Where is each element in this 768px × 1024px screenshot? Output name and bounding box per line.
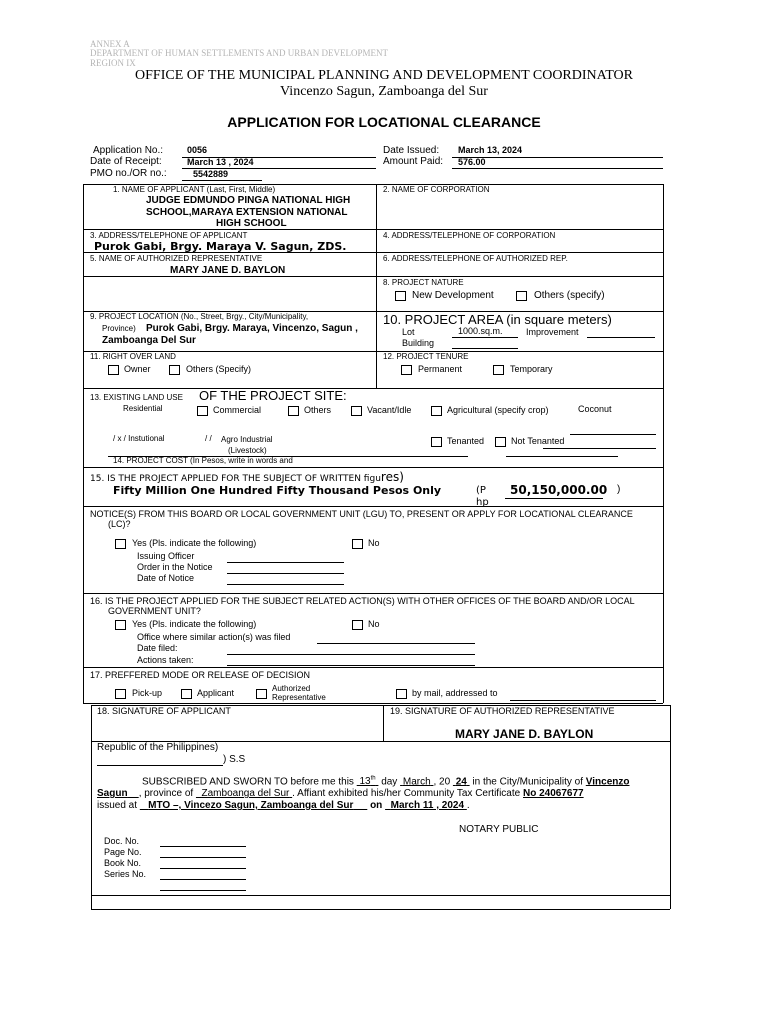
nature-others-checkbox[interactable]	[516, 291, 527, 301]
commercial-checkbox[interactable]	[197, 406, 208, 416]
residential-label: Residential	[123, 404, 163, 413]
temporary-label: Temporary	[510, 364, 553, 374]
notary-text-3b: on	[370, 800, 383, 811]
application-no-value: 0056	[187, 145, 208, 155]
pickup-checkbox[interactable]	[115, 689, 126, 699]
region-label: REGION IX	[90, 58, 136, 68]
notary-line-1	[142, 776, 630, 787]
amount-paid-label: Amount Paid:	[383, 156, 444, 167]
authorized-rep-checkbox[interactable]	[256, 689, 267, 699]
peso-open: (P	[476, 485, 486, 496]
notice-no-checkbox[interactable]	[352, 539, 363, 549]
project-location-label: 9. PROJECT LOCATION (No., Street, Brgy., City/Municipality,	[90, 312, 309, 321]
representative-label: Representative	[272, 693, 326, 702]
page-no-label: Page No.	[104, 847, 142, 857]
project-location-value-1: Purok Gabi, Brgy. Maraya, Vincenzo, Sagun ,	[146, 323, 358, 334]
applicant-name-line3: HIGH SCHOOL	[216, 218, 287, 229]
notary-text-1b: day	[381, 776, 398, 788]
ctc-number: No 24067677	[523, 788, 584, 799]
institutional-label: / x / Instutional	[113, 434, 165, 443]
building-label: Building	[402, 338, 435, 348]
owner-label: Owner	[124, 364, 151, 374]
project-tenure-label: 12. PROJECT TENURE	[383, 352, 469, 361]
representative-name-label: 5. NAME OF AUTHORIZED REPRESENTATIVE	[90, 254, 263, 263]
notary-text-1d: in the City/Municipality of	[472, 776, 583, 788]
sworn-month: March	[402, 776, 431, 788]
amount-paid-value: 576.00	[458, 157, 486, 167]
related-yes-checkbox[interactable]	[115, 620, 126, 630]
notary-text-2a: , province of	[138, 788, 194, 799]
not-tenanted-label: Not Tenanted	[511, 436, 565, 446]
project-nature-label: 8. PROJECT NATURE	[383, 278, 464, 287]
new-development-checkbox[interactable]	[395, 291, 406, 301]
date-issued-value: March 13, 2024	[458, 145, 523, 155]
notary-text-3a: issued at	[97, 800, 138, 811]
notary-text-1c: , 20	[433, 776, 451, 788]
issuing-officer-label: Issuing Officer	[137, 551, 195, 561]
form-title: APPLICATION FOR LOCATIONAL CLEARANCE	[227, 114, 541, 130]
improvement-label: Improvement	[526, 327, 579, 337]
related-action-label-2: GOVERNMENT UNIT?	[108, 606, 201, 616]
notary-line-2	[97, 788, 584, 799]
tenanted-label: Tenanted	[447, 436, 485, 446]
applicant-address-value: Purok Gabi, Brgy. Maraya V. Sagun, ZDS.	[94, 240, 347, 253]
project-location-label-2: Province)	[102, 324, 136, 333]
receipt-label: Date of Receipt:	[90, 156, 162, 167]
applicant-pickup-label: Applicant	[197, 688, 235, 698]
pmo-label: PMO no./OR no.:	[90, 168, 167, 179]
permanent-checkbox[interactable]	[401, 365, 412, 375]
by-mail-checkbox[interactable]	[396, 689, 407, 699]
agro-industrial-label: Agro Industrial	[221, 435, 273, 444]
representative-signature-label: 19. SIGNATURE OF AUTHORIZED REPRESENTATIVE	[390, 706, 615, 716]
tenanted-checkbox[interactable]	[431, 437, 442, 447]
land-others-checkbox[interactable]	[169, 365, 180, 375]
department-label: DEPARTMENT OF HUMAN SETTLEMENTS AND URBAN DEVELOPMENT	[90, 48, 388, 58]
representative-address-label: 6. ADDRESS/TELEPHONE OF AUTHORIZED REP.	[383, 254, 568, 263]
written-figures-label-a: 15. IS THE PROJECT APPLIED FOR THE SUBJECT OF WRITTEN figu	[90, 474, 381, 484]
landuse-others-label: Others	[304, 405, 332, 415]
applicant-address-label: 3. ADDRESS/TELEPHONE OF APPLICANT	[90, 231, 248, 240]
notary-text-1a: SUBSCRIBED AND SWORN TO before me this	[142, 776, 354, 788]
by-mail-label: by mail, addressed to	[412, 688, 498, 698]
date-filed-label: Date filed:	[137, 643, 178, 653]
livestock-label: (Livestock)	[228, 446, 267, 455]
date-issued-label: Date Issued:	[383, 145, 440, 156]
not-tenanted-checkbox[interactable]	[495, 437, 506, 447]
related-no-label: No	[368, 619, 380, 629]
annex-label: ANNEX A	[90, 39, 130, 49]
corporation-address-label: 4. ADDRESS/TELEPHONE OF CORPORATION	[383, 231, 556, 240]
notary-public-label: NOTARY PUBLIC	[459, 824, 539, 835]
pmo-value: 5542889	[193, 169, 229, 179]
ctc-issued-at: MTO –, Vincezo Sagun, Zamboanga del Sur	[148, 800, 354, 811]
receipt-value: March 13 , 2024	[187, 157, 254, 167]
sworn-city-1: Vincenzo	[585, 776, 630, 788]
owner-checkbox[interactable]	[108, 365, 119, 375]
sworn-year: 24	[455, 776, 467, 788]
nature-others-label: Others (specify)	[534, 290, 605, 301]
related-yes-label: Yes (Pls. indicate the following)	[132, 619, 257, 629]
lot-value: 1000.sq.m.	[458, 326, 503, 336]
notice-yes-label: Yes (Pls. indicate the following)	[132, 538, 257, 548]
sworn-province: Zamboanga del Sur	[201, 788, 290, 799]
project-cost-label: 14. PROJECT COST (In Pesos, write in words and	[113, 456, 293, 465]
corporation-name-label: 2. NAME OF CORPORATION	[383, 185, 490, 194]
notice-yes-checkbox[interactable]	[115, 539, 126, 549]
office-location: Vincenzo Sagun, Zamboanga del Sur	[280, 84, 488, 99]
office-filed-label: Office where similar action(s) was filed	[137, 632, 291, 642]
project-location-value-2: Zamboanga Del Sur	[102, 335, 196, 346]
permanent-label: Permanent	[418, 364, 463, 374]
sworn-day: 13th	[359, 776, 376, 788]
doc-no-label: Doc. No.	[104, 836, 140, 846]
sworn-city-2: Sagun	[97, 788, 128, 799]
ss-label: ) S.S	[223, 754, 246, 765]
notice-no-label: No	[368, 538, 380, 548]
applicant-name-label: 1. NAME OF APPLICANT (Last, First, Middle)	[113, 185, 276, 194]
lot-label: Lot	[402, 327, 415, 337]
authorized-label: Authorized	[272, 684, 311, 693]
notary-text-2b: . Affiant exhibited his/her Community Tax Certificate	[292, 788, 521, 799]
peso-hp: hp	[476, 497, 489, 508]
project-cost-amount: 50,150,000.00	[510, 483, 608, 497]
applicant-signature-label: 18. SIGNATURE OF APPLICANT	[97, 706, 231, 716]
crop-value: Coconut	[578, 404, 612, 414]
landuse-others-checkbox[interactable]	[288, 406, 299, 416]
commercial-label: Commercial	[213, 405, 262, 415]
representative-name-value: MARY JANE D. BAYLON	[170, 265, 286, 276]
series-no-label: Series No.	[104, 869, 147, 879]
written-figures-label-b: res)	[380, 470, 404, 484]
agricultural-label: Agricultural (specify crop)	[447, 405, 549, 415]
agro-mark: / /	[205, 434, 212, 443]
book-no-label: Book No.	[104, 858, 142, 868]
agricultural-checkbox[interactable]	[431, 406, 442, 416]
pickup-label: Pick-up	[132, 688, 163, 698]
new-development-label: New Development	[412, 290, 494, 301]
existing-land-use-label-big: OF THE PROJECT SITE:	[199, 388, 347, 403]
existing-land-use-label: 13. EXISTING LAND USE	[90, 393, 183, 402]
notice-label-2: (LC)?	[108, 519, 131, 529]
office-title: OFFICE OF THE MUNICIPAL PLANNING AND DEVELOPMENT COORDINATOR	[135, 68, 633, 83]
notary-line-3: issued at MTO –, Vincezo Sagun, Zamboanga del Sur on March 11 , 2024 .	[97, 800, 470, 811]
project-area-label: 10. PROJECT AREA (in square meters)	[383, 312, 612, 327]
peso-close: )	[617, 484, 621, 495]
applicant-name-line1: JUDGE EDMUNDO PINGA NATIONAL HIGH	[146, 195, 351, 206]
release-mode-label: 17. PREFFERED MODE OR RELEASE OF DECISION	[90, 670, 311, 680]
land-others-label: Others (Specify)	[186, 364, 252, 374]
related-no-checkbox[interactable]	[352, 620, 363, 630]
vacant-label: Vacant/Idle	[367, 405, 412, 415]
notice-label-1: NOTICE(S) FROM THIS BOARD OR LOCAL GOVERNMENT UNIT (LGU) TO, PRESENT OR APPLY FOR LOCATIONAL CLEARANCE	[90, 509, 633, 519]
vacant-checkbox[interactable]	[351, 406, 362, 416]
project-cost-words: Fifty Million One Hundred Fifty Thousand Pesos Only	[113, 484, 442, 497]
application-no-label: Application No.:	[93, 145, 164, 156]
republic-label: Republic of the Philippines)	[97, 742, 219, 753]
applicant-name-line2: SCHOOL,MARAYA EXTENSION NATIONAL	[146, 207, 348, 218]
order-notice-label: Order in the Notice	[137, 562, 213, 572]
right-over-land-label: 11. RIGHT OVER LAND	[90, 352, 176, 361]
ctc-issued-on: March 11 , 2024	[390, 800, 465, 811]
representative-signature-value: MARY JANE D. BAYLON	[455, 727, 594, 741]
temporary-checkbox[interactable]	[493, 365, 504, 375]
actions-taken-label: Actions taken:	[137, 655, 194, 665]
related-action-label-1: 16. IS THE PROJECT APPLIED FOR THE SUBJECT RELATED ACTION(S) WITH OTHER OFFICES OF THE BOARD AND/OR LOCAL	[90, 596, 635, 606]
applicant-pickup-checkbox[interactable]	[181, 689, 192, 699]
date-notice-label: Date of Notice	[137, 573, 195, 583]
